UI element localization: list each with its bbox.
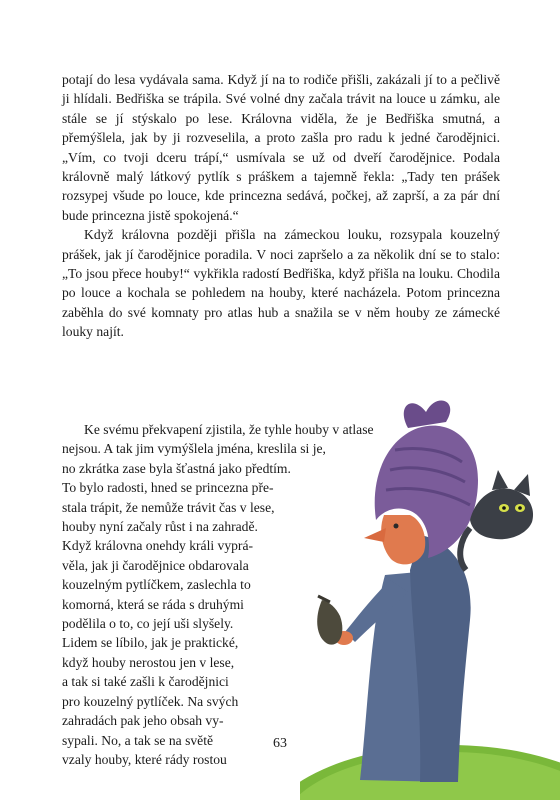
text-line: sypali. No, a tak se na světě: [62, 732, 213, 748]
text-line: To bylo radosti, hned se princezna pře-: [62, 480, 274, 496]
witch-eye: [394, 524, 399, 529]
witch-face: [381, 515, 425, 564]
page-number: 63: [273, 736, 287, 751]
text-line: podělila o to, co její uši slyšely.: [62, 616, 234, 632]
body-text-top: [62, 70, 500, 342]
cat-pupil-right: [518, 506, 522, 510]
text-line: věla, jak ji čarodějnice obdarovala: [62, 557, 249, 573]
text-line: vzaly houby, které rády rostou: [62, 751, 227, 767]
text-line: stala trápit, že nemůže trávit čas v lese,: [62, 499, 275, 515]
text-line: zahradách pak jeho obsah vy-: [62, 713, 224, 729]
text-line: pro kouzelný pytlíček. Na svých: [62, 693, 239, 709]
cat-illustration: [470, 488, 533, 539]
text-line: a tak si také zašli k čarodějnici: [62, 674, 229, 690]
text-line: když houby nerostou jen v lese,: [62, 654, 235, 670]
witch-nose: [364, 528, 386, 542]
cat-pupil-left: [502, 506, 506, 510]
text-line: komorná, která se ráda s druhými: [62, 596, 244, 612]
pouch-illustration: [317, 600, 342, 645]
text-line: houby nyní začaly růst i na zahradě.: [62, 519, 258, 535]
text-line: no zkrátka zase byla šťastná jako předtím.: [62, 460, 291, 476]
text-line: nejsou. A tak jim vymýšlela jména, kreslila si je,: [62, 441, 326, 457]
text-line: kouzelným pytlíčkem, zaslechla to: [62, 577, 251, 593]
text-line: Lidem se líbilo, jak je praktické,: [62, 635, 239, 651]
headscarf-knot: [404, 401, 450, 428]
text-line: Ke svému překvapení zjistila, že tyhle houby v atlase: [84, 422, 374, 437]
paragraph-2: Když královna později přišla na zámeckou louku, rozsypala kouzelný prášek, jak jí čarodějnice poradila. V noci zapršelo a za několik dní se to stalo: „To jsou přece houby!“ vykřikla radostí Bedřiška, když přišla na louku. Chodila po louce a kochala se pohledem na houby, které nacházela. Potom princezna zaběhla do své komnaty pro atlas hub a snažila se v něm houby ze zámecké louky najít.: [62, 227, 500, 340]
text-line: Když královna onehdy králi vyprá-: [62, 538, 254, 554]
cat-ear-left: [492, 470, 508, 490]
paragraph-1: potají do lesa vydávala sama. Když jí na to rodiče přišli, zakázali jí to a pečlivě ji hlídali. Bedřiška se trápila. Své volné dny začala trávit na louce u zámku, ale stále se jí stýskalo po lese. Královna viděla, že je Bedřiška smutná, a přemýšlela, jak by ji rozveselila, a proto zašla pro radu k jedné čarodějnici. „Vím, co tvoji dceru trápí,“ usmívala se už od dveří čarodějnice. Podala královně malý látkový pytlík s práškem a tajemně řekla: „Tady ten prášek rozsypej všude po louce, kde princezna sedává, počkej, až zaprší, a za pár dní bude princezna jistě spokojená.“: [62, 72, 500, 223]
